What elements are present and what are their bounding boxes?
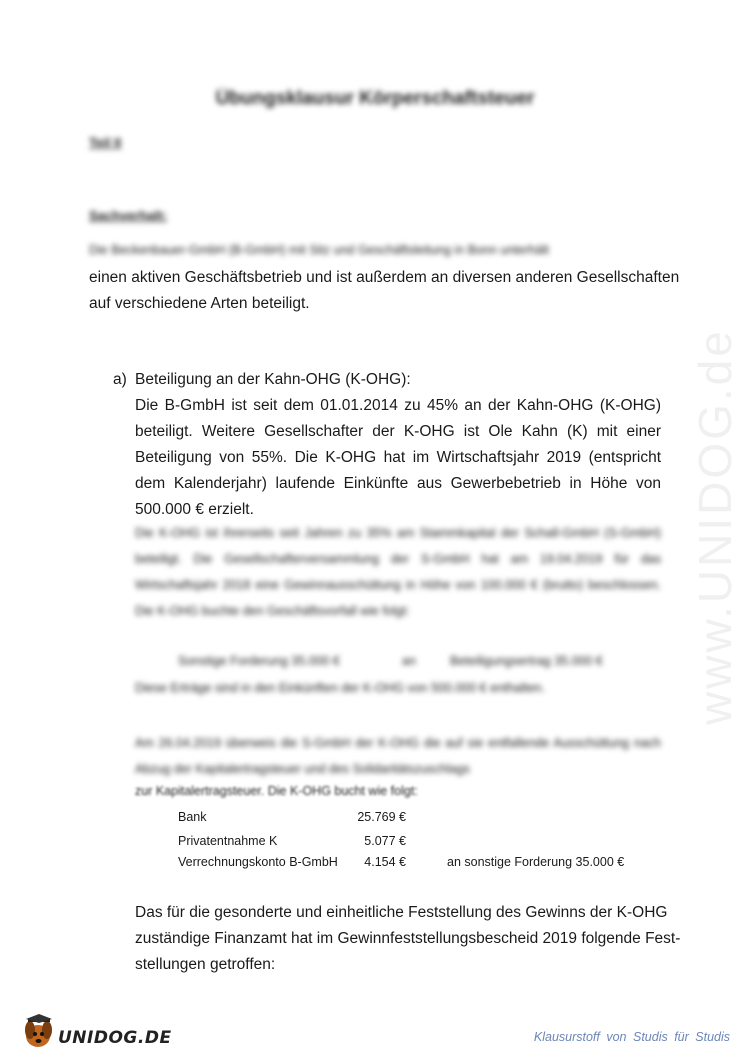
booking-row (178, 855, 338, 869)
closing-line-1: Das für die gesonderte und einheitliche Feststellung des Gewinns der K-OHG (135, 904, 668, 921)
booking-amount: 4.154 € (364, 855, 406, 869)
booking-amount: 25.769 € (357, 810, 406, 824)
booking-account: Privatentnahme K (178, 834, 278, 848)
document-title: Übungsklausur Körperschaftsteuer (215, 88, 535, 109)
booking-counter-entry: an sonstige Forderung 35.000 € (447, 855, 625, 869)
item-a-text: Die B-GmbH ist seit dem 01.01.2014 zu 45% an der Kahn-OHG (K-OHG) beteiligt. Weitere Gesellschafter der K-OHG ist Ole Kahn (K) mit einer Beteiligung von 55%. Die K-OHG hat im Wirtschaftsjahr 2019 (entspricht dem Kalenderjahr) laufende Einkünfte aus Gewerbebetrieb in Höhe von 500.000 € erzielt. (135, 397, 661, 518)
blurred-booking-right: Beteiligungsertrag 35.000 € (450, 654, 603, 668)
booking-account: Bank (178, 810, 207, 824)
blurred-paragraph-1: Die K-OHG ist ihrerseits seit Jahren zu 35% am Stammkapital der Schall-GmbH (S-GmbH) beteiligt. Die Gesellschafterversammlung der S-GmbH hat am 19.04.2019 für das Wirtschaftsjahr 2018 eine Gewinnausschüttung in Höhe von 100.000 € (brutto) beschlossen. Die K-OHG buchte den Geschäftsvorfall wie folgt: (135, 526, 661, 618)
dog-logo-icon (20, 1012, 60, 1050)
booking-amount: 5.077 € (364, 834, 406, 848)
booking-row (178, 810, 207, 824)
blurred-note: Diese Erträge sind in den Einkünften der K-OHG von 500.000 € enthalten. (135, 681, 545, 695)
blurred-paragraph-2: Am 26.04.2019 überweis die S-GmbH der K-OHG die auf sie entfallende Ausschüttung nach Abzug der Kapitalertragsteuer und des Solidaritätszuschlags (135, 736, 661, 776)
closing-line-3: stellungen getroffen: (135, 956, 276, 973)
intro-line-2: einen aktiven Geschäftsbetrieb und ist außerdem an diversen anderen Gesellschaften (89, 269, 680, 286)
logo-text: UNIDOG.DE (58, 1028, 172, 1048)
item-a-heading: Beteiligung an der Kahn-OHG (K-OHG): (135, 371, 411, 388)
blurred-paragraph-2-last: zur Kapitalertragsteuer. Die K-OHG bucht wie folgt: (135, 784, 418, 798)
intro-line-3: auf verschiedene Arten beteiligt. (89, 295, 310, 312)
facts-heading: Sachverhalt: (89, 208, 168, 223)
footer-tagline: Klausurstoff von Studis für Studis (533, 1030, 730, 1044)
watermark-text: www.UNIDOG.de (689, 328, 741, 725)
item-a-marker: a) (113, 371, 127, 388)
intro-line-1: Die Beckenbauer-GmbH (B-GmbH) mit Sitz und Geschäftsleitung in Bonn unterhält (89, 243, 549, 257)
booking-row (178, 834, 277, 848)
part-label: Teil II (89, 135, 122, 150)
closing-line-2: zuständige Finanzamt hat im Gewinnfeststellungsbescheid 2019 folgende Fest- (135, 930, 681, 947)
blurred-booking-left: Sonstige Forderung 35.000 € (178, 654, 340, 668)
blurred-booking-an: an (402, 654, 416, 668)
booking-account: Verrechnungskonto B-GmbH (178, 855, 338, 869)
